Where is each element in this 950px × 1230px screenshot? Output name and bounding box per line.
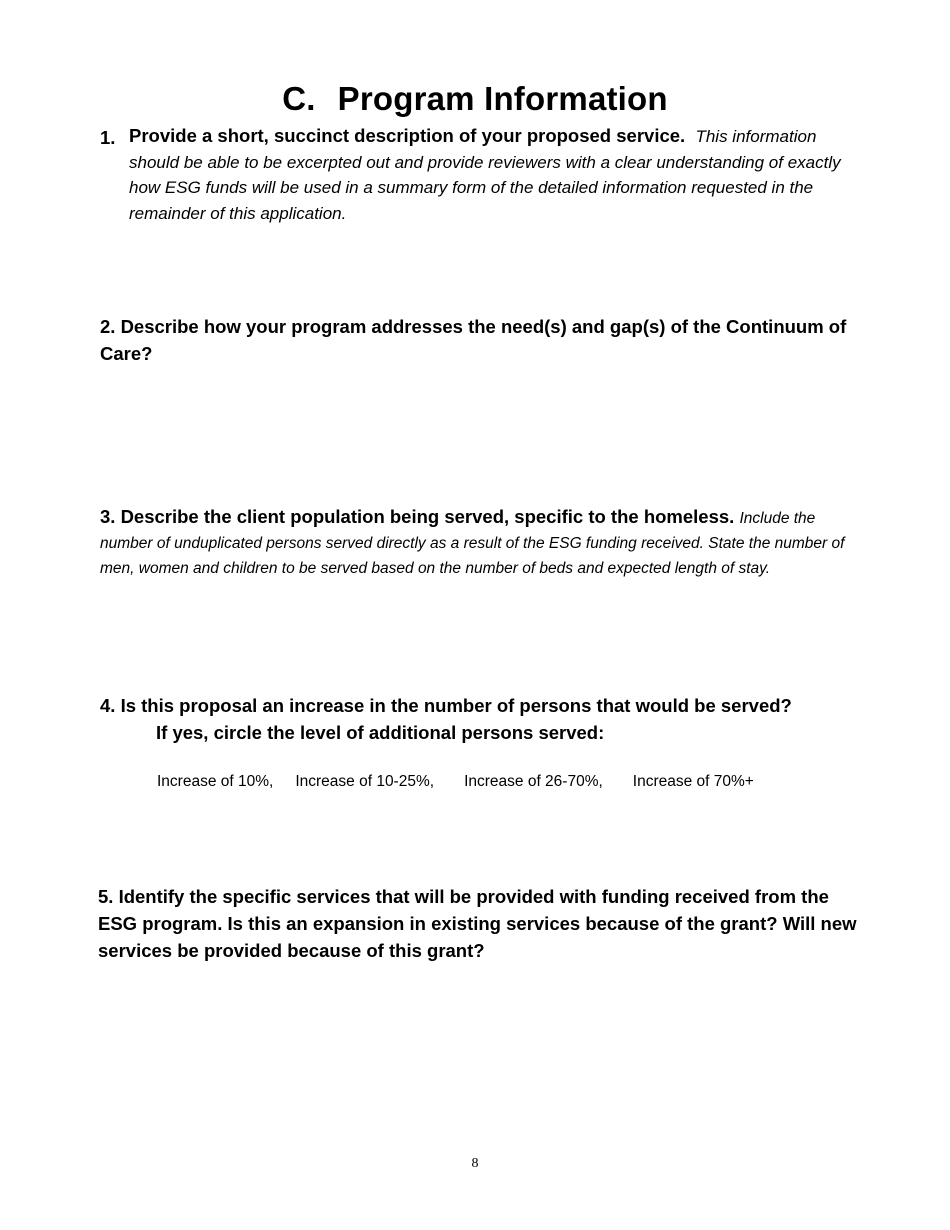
question-4 <box>100 692 860 746</box>
question-3-instructions: Include the number of unduplicated persons served directly as a result of the ESG funding received. State the number of men, women and children to be served based on the number of beds and expected length of stay. <box>100 510 845 577</box>
question-5-prompt: 5. Identify the specific services that will be provided with funding received from the ESG program. Is this an expansion in existing services because of the grant? Will new services be provided because of this grant? <box>98 886 857 961</box>
section-letter: C. <box>282 80 316 117</box>
option-increase-10[interactable]: Increase of 10%, <box>157 773 274 790</box>
section-title-text: Program Information <box>337 80 668 117</box>
question-2-prompt: 2. Describe how your program addresses the need(s) and gap(s) of the Continuum of Care? <box>100 316 847 364</box>
option-increase-26-70[interactable]: Increase of 26-70%, <box>464 773 603 790</box>
question-1-instructions: This information should be able to be excerpted out and provide reviewers with a clear understanding of exactly how ESG funds will be used in a summary form of the detailed information requested in the remainder of this application. <box>129 127 841 223</box>
page-number: 8 <box>471 1156 479 1171</box>
section-title <box>0 80 950 118</box>
option-increase-10-25[interactable]: Increase of 10-25%, <box>295 773 435 790</box>
question-2 <box>100 313 860 367</box>
question-1-number: 1. <box>100 127 116 148</box>
question-3 <box>100 505 860 580</box>
question-4-subprompt: If yes, circle the level of additional persons served: <box>156 722 605 743</box>
question-3-prompt: 3. Describe the client population being served, specific to the homeless. <box>100 506 735 527</box>
question-1 <box>100 124 860 226</box>
question-4-prompt: 4. Is this proposal an increase in the number of persons that would be served? <box>100 695 792 716</box>
increase-options <box>157 773 754 791</box>
option-increase-70-plus[interactable]: Increase of 70%+ <box>632 773 754 790</box>
question-5 <box>98 883 868 964</box>
question-1-prompt: Provide a short, succinct description of your proposed service. <box>129 125 686 146</box>
